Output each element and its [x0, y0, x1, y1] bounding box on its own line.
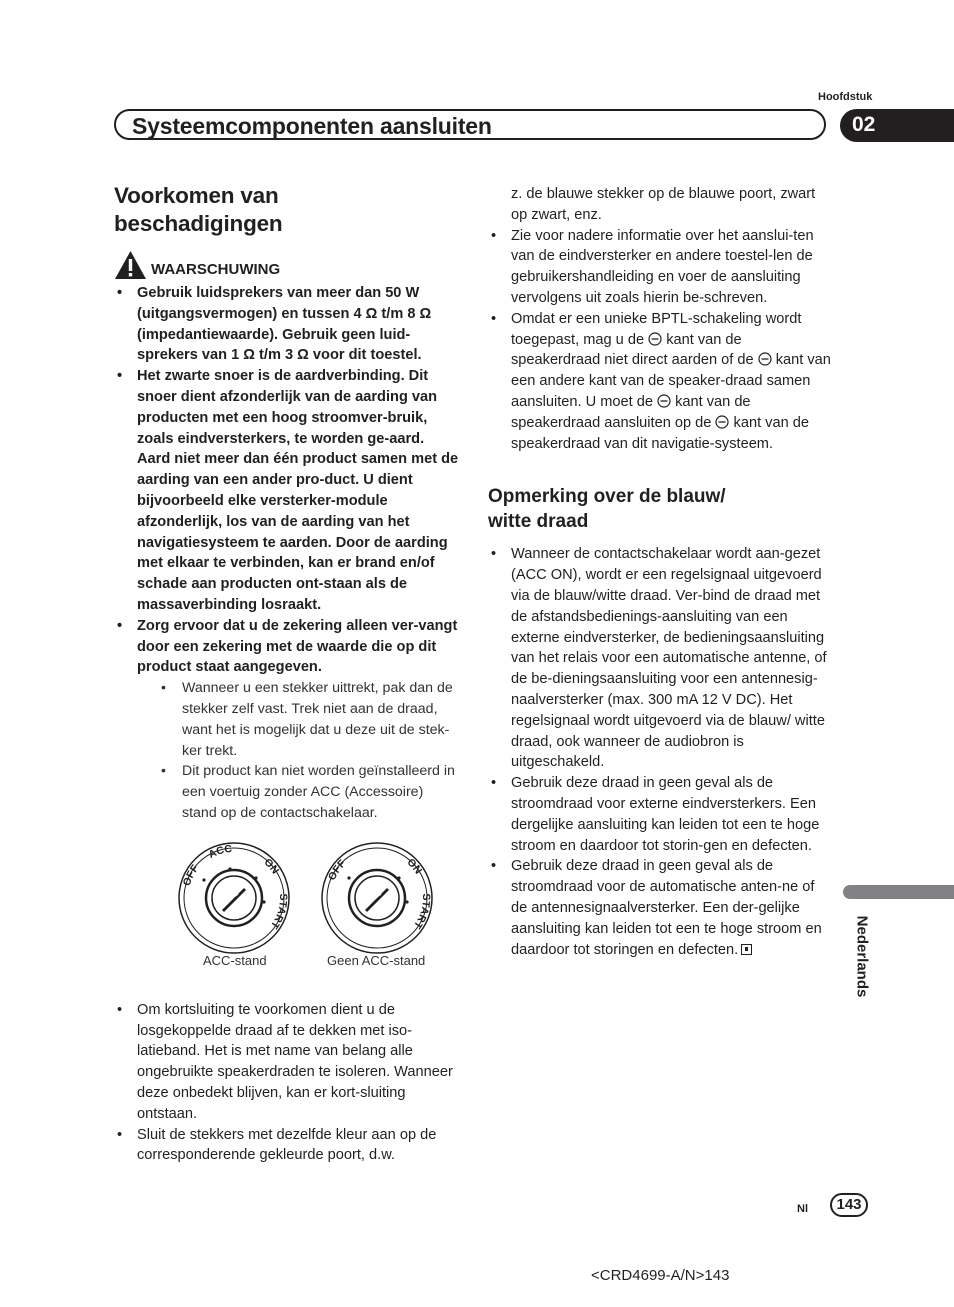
list-item: • Zie voor nadere informatie over het aanslui-ten van de eindversterker en andere toestel-len de gebruikershandleiding en voer de aansluiting vervolgens uit zoals hierin be-schreven.	[488, 226, 833, 309]
switch-label: OFF	[326, 857, 349, 883]
warning-sub-list	[137, 678, 459, 824]
chapter-number-tab	[840, 109, 954, 142]
svg-text:ON	[262, 856, 282, 876]
switch-label: START	[410, 893, 433, 931]
svg-text:ON	[405, 856, 425, 876]
switch-label: OFF	[180, 862, 202, 888]
switch-label: ACC	[206, 842, 233, 861]
switch-label: START	[267, 893, 290, 931]
right-column	[488, 184, 833, 960]
svg-text:START	[411, 893, 432, 931]
svg-text:START	[268, 893, 289, 931]
minus-terminal-icon	[758, 352, 772, 366]
chapter-label: Hoofdstuk	[818, 91, 873, 103]
acc-switch-illustration	[174, 842, 294, 954]
document-code: <CRD4699-A/N>143	[591, 1267, 730, 1284]
list-item: • Wanneer u een stekker uittrekt, pak dan de stekker zelf vast. Trek niet aan de draad, want het is mogelijk dat u deze uit de stek-ker trekt.	[137, 678, 459, 761]
section-title: Systeemcomponenten aansluiten	[132, 113, 492, 139]
bullet-list	[114, 1000, 459, 1166]
side-language-label: Nederlands	[853, 915, 871, 998]
left-column	[114, 182, 459, 1166]
minus-terminal-icon	[657, 394, 671, 408]
list-item: • Gebruik deze draad in geen geval als de stroomdraad voor de automatische anten-ne of de antennesignaalversterker. Een der-gelijke aansluiting kan leiden tot een te hoge stroom en daardoor tot storingen en defecten.	[488, 856, 833, 960]
bullet-list	[488, 226, 833, 455]
minus-terminal-icon	[648, 332, 662, 346]
switch-label: ON	[404, 855, 425, 877]
list-item: • Gebruik deze draad in geen geval als de stroomdraad voor externe eindversterkers. Een dergelijke aansluiting kan leiden tot een te hoge stroom en daardoor tot storin-gen en defecten.	[488, 773, 833, 856]
list-item: • Dit product kan niet worden geïnstalleerd in een voertuig zonder ACC (Accessoire) stand op de contactschakelaar.	[137, 761, 459, 823]
list-item: • Sluit de stekkers met dezelfde kleur aan op de corresponderende gekleurde poort, d.w.	[114, 1125, 459, 1167]
continued-text: z. de blauwe stekker op de blauwe poort, zwart op zwart, enz.	[511, 186, 816, 223]
minus-terminal-icon	[715, 415, 729, 429]
end-mark-icon	[741, 944, 752, 955]
list-item: • Omdat er een unieke BPTL-schakeling wordt toegepast, mag u de kant van de speakerdraad niet direct aarden of de kant van een andere kant van de speaker-draad samen aansluiten. U moet de kant van de speakerdraad aansluiten op de kant van de speakerdraad van dit navigatie-systeem.	[488, 309, 833, 455]
figure-caption-no-acc: Geen ACC-stand	[327, 952, 426, 968]
warning-heading	[114, 248, 459, 282]
page-number: 143	[836, 1196, 862, 1213]
warning-list	[114, 283, 459, 824]
language-tab	[843, 885, 954, 899]
chapter-number: 02	[852, 113, 876, 136]
list-item: • Wanneer de contactschakelaar wordt aan-gezet (ACC ON), wordt er een regelsignaal uitgevoerd via de blauw/witte draad. Ver-bind de draad met de afstandsbedienings-aansluiting van een externe eindversterker, de bedieningsaansluiting van het relais voor een automatische antenne, of de be-dieningsaansluiting voor een antennesig-naalversterker (max. 300 mA 12 V DC). Het regelsignaal wordt uitgevoerd via de blauw/ witte draad, ook wanneer de audiobron is uitgeschakeld.	[488, 544, 833, 773]
page-number-badge	[830, 1193, 868, 1217]
list-item: • Om kortsluiting te voorkomen dient u de losgekoppelde draad af te dekken met iso-latieband. Het is met name van belang alle ongebruikte speakerdraden te isoleren. Wanneer deze onbedekt blijven, kan er kort-sluiting ontstaan.	[114, 1000, 459, 1125]
warning-label: WAARSCHUWING	[151, 260, 281, 278]
section-header	[114, 109, 826, 140]
language-code: Nl	[797, 1203, 808, 1215]
section-subtitle: Opmerking over de blauw/ witte draad	[488, 486, 726, 532]
page-title: Voorkomen van beschadigingen	[114, 183, 283, 236]
no-acc-switch-illustration	[317, 842, 437, 954]
figure-caption-acc: ACC-stand	[203, 952, 267, 968]
note-list	[488, 544, 833, 960]
warning-icon	[114, 250, 147, 280]
list-item: • Gebruik luidsprekers van meer dan 50 W (uitgangsvermogen) en tussen 4 Ω t/m 8 Ω (impedantiewaarde). Gebruik geen luid-sprekers van 1 Ω t/m 3 Ω voor dit toestel.	[114, 283, 459, 366]
ignition-switch-figure	[114, 824, 459, 1000]
list-item: • Het zwarte snoer is de aardverbinding. Dit snoer dient afzonderlijk van de aarding van producten met een hoog stroomver-bruik, zoals eindversterkers, te worden ge-aard. Aard niet meer dan één product samen met de aarding van een ander pro-duct. U dient bijvoorbeeld elke versterker-module afzonderlijk, los van de aarding van het navigatiesysteem te aarden. Door de aarding met elkaar te verbinden, kan er brand en/of schade aan producten ont-staan als de massaverbinding losraakt.	[114, 366, 459, 616]
switch-label: ON	[261, 855, 282, 877]
list-item: • Zorg ervoor dat u de zekering alleen ver-vangt door een zekering met de waarde die op dit product staat aangegeven. • Wanneer u een stekker uittrekt, pak dan de stekker zelf vast. Trek niet aan de draad, want het is mogelijk dat u deze uit de stek-ker trekt. • Dit product kan niet worden geïnstalleerd in een voertuig zonder ACC (Accessoire) stand op de contactschakelaar.	[114, 616, 459, 824]
svg-text:ACC	[207, 843, 233, 861]
